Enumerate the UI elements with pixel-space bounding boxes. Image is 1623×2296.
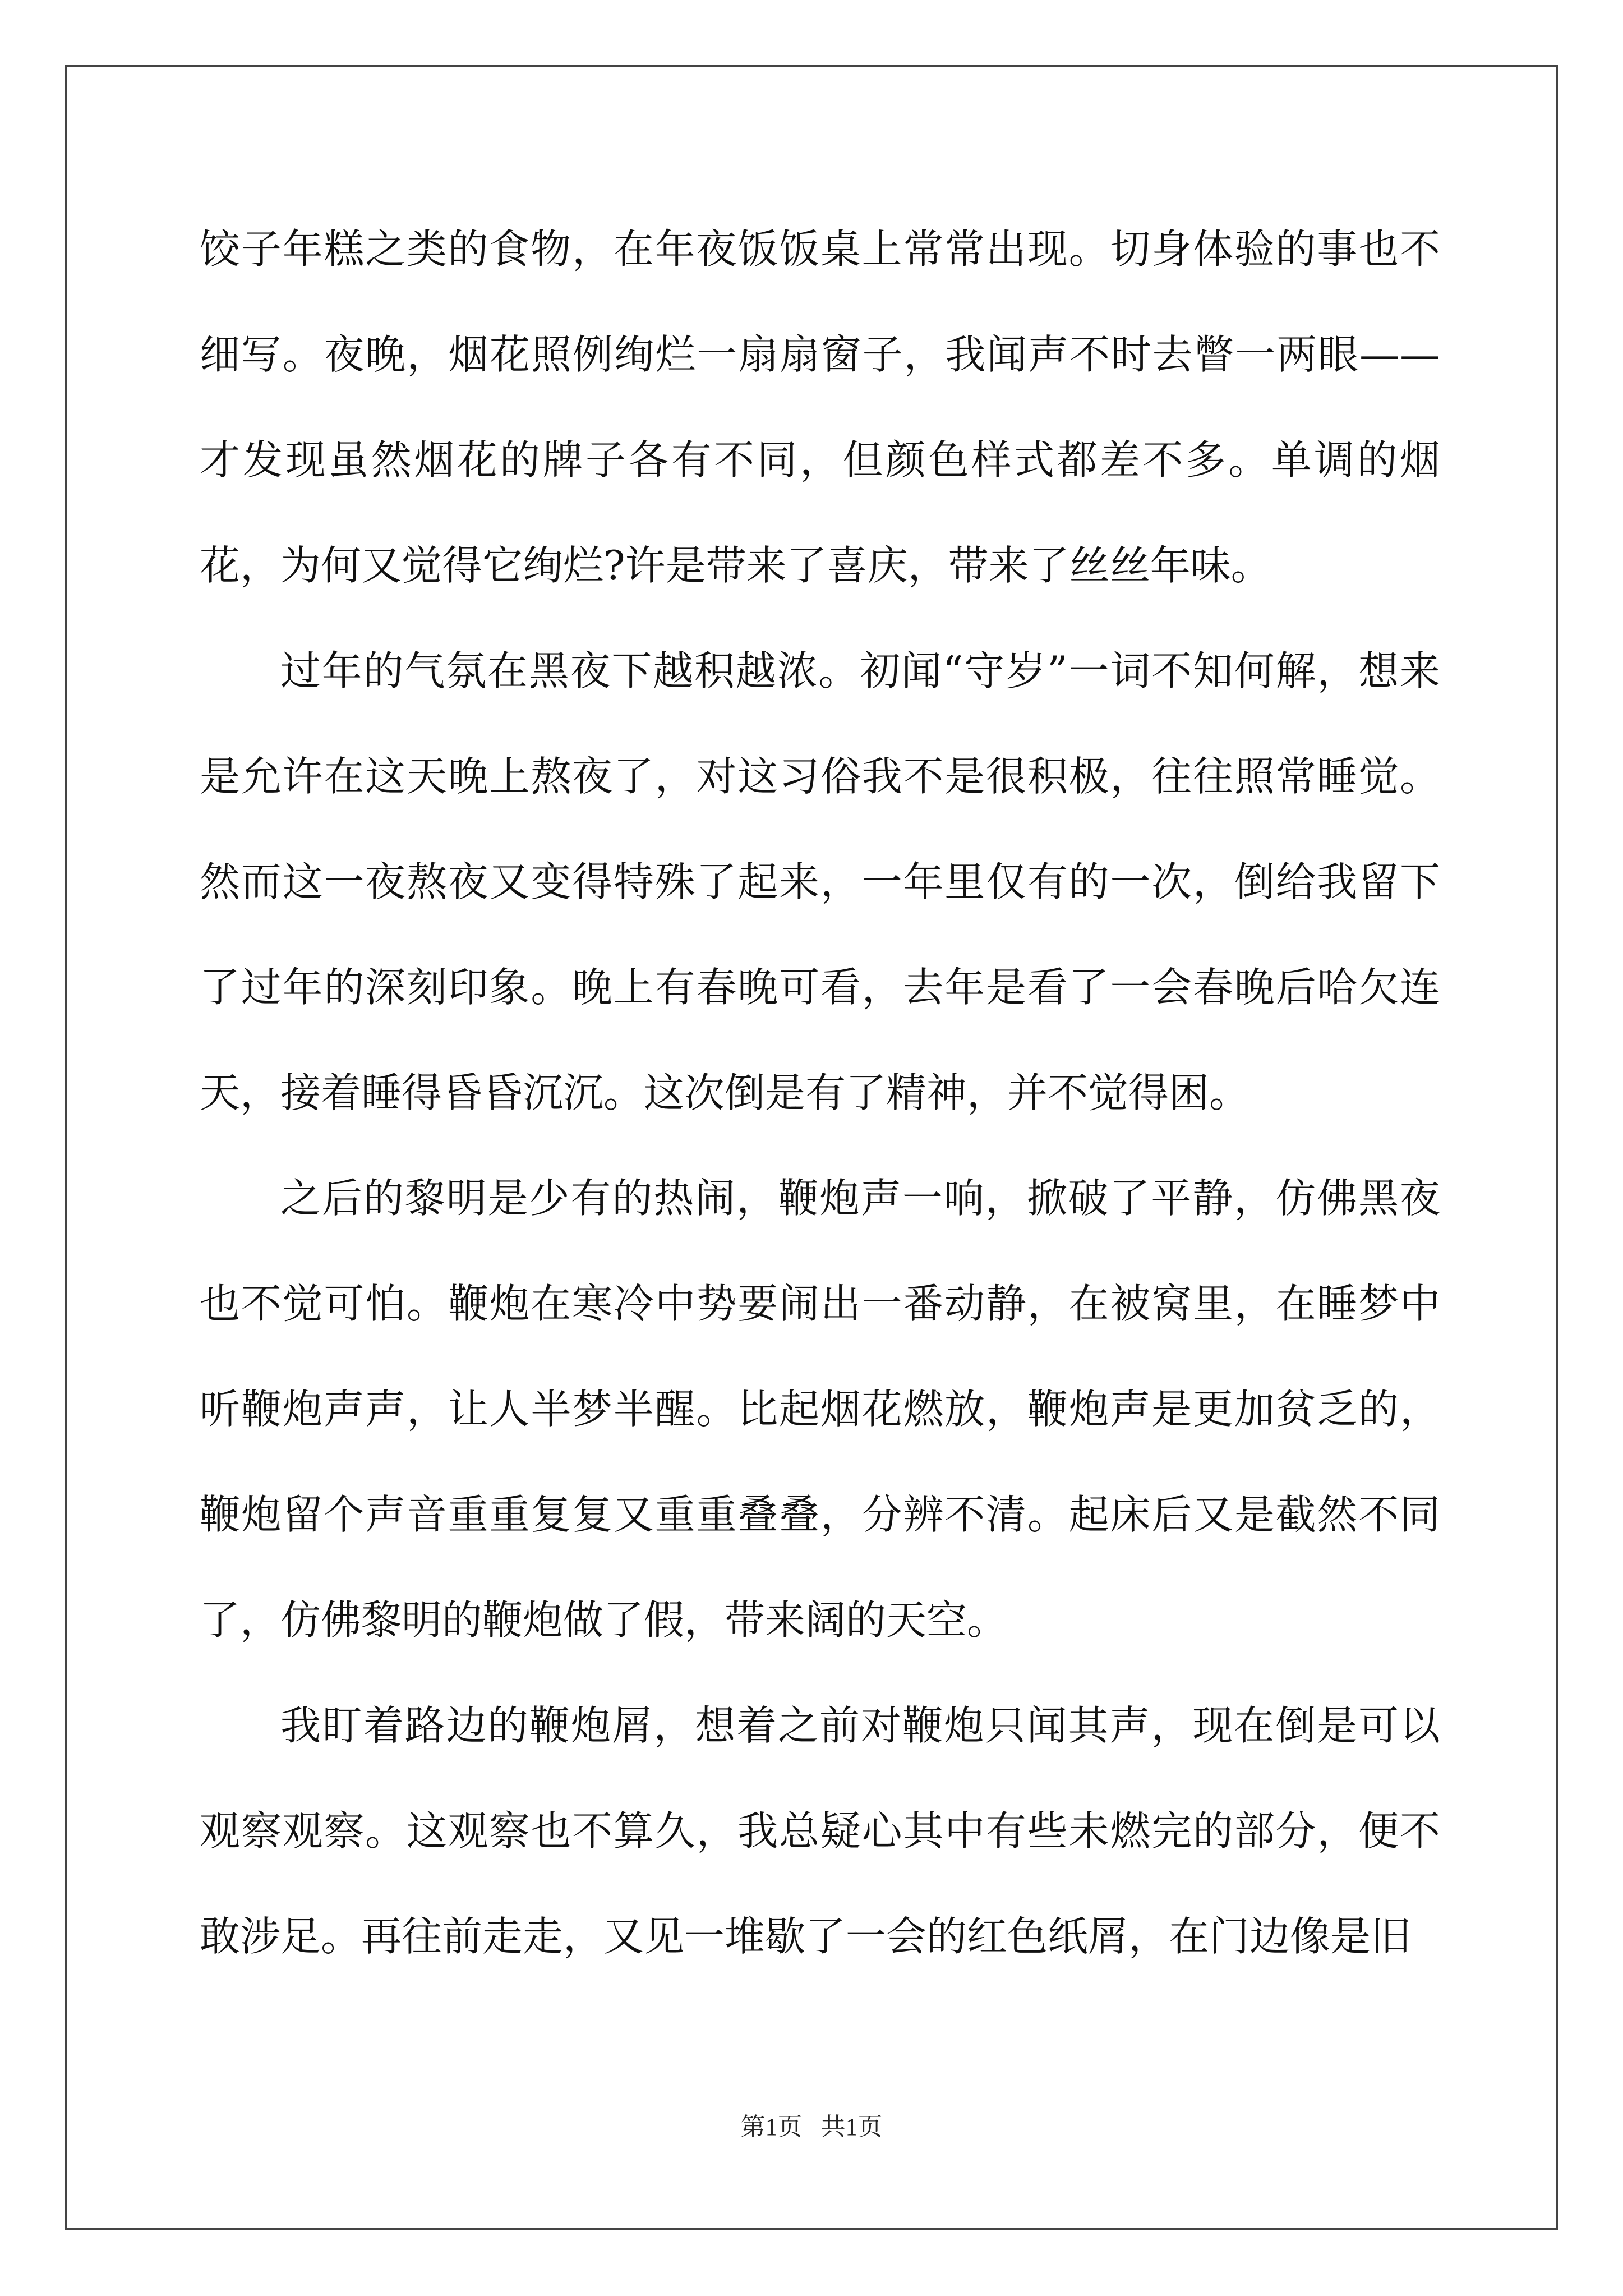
paragraph-3: 之后的黎明是少有的热闹，鞭炮声一响，掀破了平静，仿佛黑夜也不觉可怕。鞭炮在寒冷中势要闹出一番动静，在被窝里，在睡梦中听鞭炮声声，让人半梦半醒。比起烟花燃放，鞭炮声是更加贫乏的，鞭炮留个声音重重复复又重重叠叠，分辨不清。起床后又是截然不同了，仿佛黎明的鞭炮做了假，带来阔的天空。 xyxy=(200,1175,1440,1644)
paragraph-1: 饺子年糕之类的食物，在年夜饭饭桌上常常出现。切身体验的事也不细写。夜晚，烟花照例绚烂一扇扇窗子，我闻声不时去瞥一两眼——才发现虽然烟花的牌子各有不同，但颜色样式都差不多。单调的烟花，为何又觉得它绚烂?许是带来了喜庆，带来了丝丝年味。 xyxy=(200,226,1440,589)
page-number-footer: 第1页 共1页 xyxy=(740,2113,883,2141)
paragraph-4: 我盯着路边的鞭炮屑，想着之前对鞭炮只闻其声，现在倒是可以观察观察。这观察也不算久，我总疑心其中有些未燃完的部分，便不敢涉足。再往前走走，又见一堆歇了一会的红色纸屑，在门边像是旧 xyxy=(200,1702,1440,1960)
document-body xyxy=(200,196,1440,1989)
paragraph-2: 过年的气氛在黑夜下越积越浓。初闻“守岁”一词不知何解，想来是允许在这天晚上熬夜了，对这习俗我不是很积极，往往照常睡觉。然而这一夜熬夜又变得特殊了起来，一年里仅有的一次，倒给我留下了过年的深刻印象。晚上有春晚可看，去年是看了一会春晚后哈欠连天，接着睡得昏昏沉沉。这次倒是有了精神，并不觉得困。 xyxy=(200,647,1440,1116)
